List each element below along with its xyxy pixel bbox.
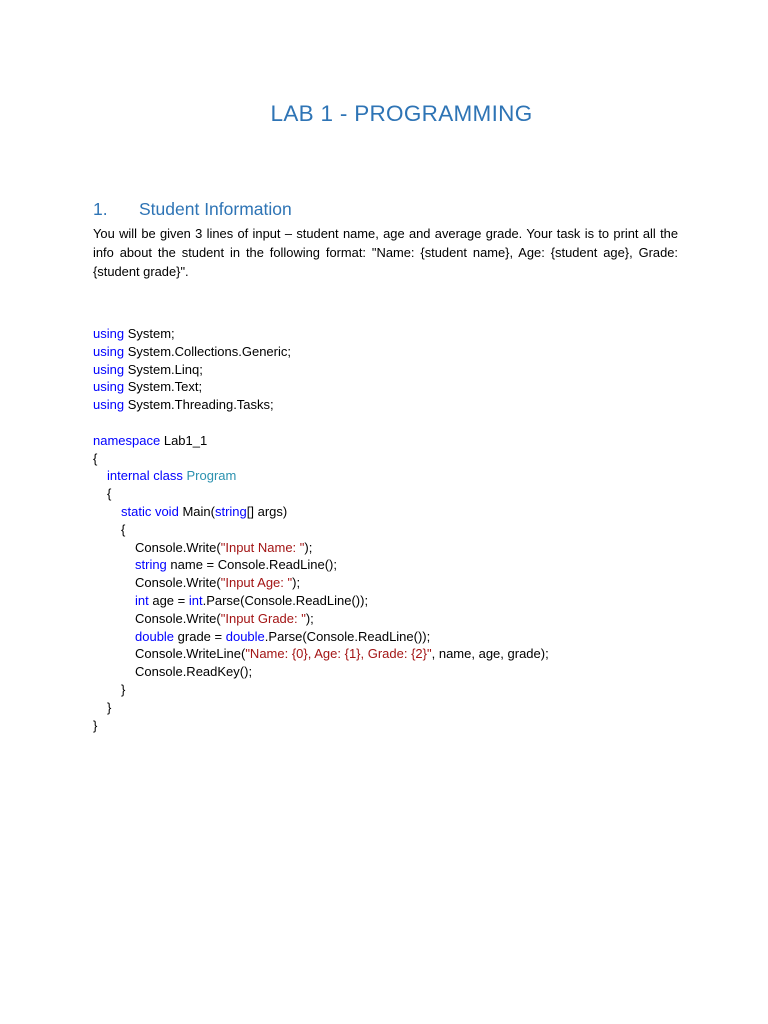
code-type: Program — [186, 468, 237, 484]
code-string: "Input Name: " — [220, 539, 305, 555]
code-text: System.Linq; — [127, 361, 203, 377]
code-text: Console.Write( — [135, 610, 221, 626]
code-line — [93, 717, 549, 735]
code-line — [93, 681, 549, 699]
code-text: Console.ReadKey(); — [135, 664, 253, 680]
code-blank-line — [93, 414, 549, 432]
code-line — [93, 574, 549, 592]
code-text: { — [93, 450, 98, 466]
code-line — [93, 361, 549, 379]
code-text: Lab1_1 — [163, 432, 208, 448]
section-description: You will be given 3 lines of input – student name, age and average grade. Your task is to print all the info about the student in the following format: "Name: {student name}, Age: {student age}, Grade: {student grade}". — [93, 226, 678, 279]
code-keyword: using — [93, 397, 125, 413]
code-text: System.Collections.Generic; — [127, 343, 291, 359]
code-text: } — [93, 717, 98, 733]
code-line — [93, 539, 549, 557]
code-line — [93, 378, 549, 396]
code-keyword: int — [188, 592, 203, 608]
code-line — [93, 343, 549, 361]
code-text: ); — [304, 539, 313, 555]
code-line — [93, 503, 549, 521]
code-line — [93, 699, 549, 717]
code-string: "Input Grade: " — [220, 610, 306, 626]
code-text: } — [121, 681, 126, 697]
code-text: { — [107, 486, 112, 502]
code-keyword: double — [135, 628, 175, 644]
code-text: .Parse(Console.ReadLine()); — [264, 628, 431, 644]
code-text: [] args) — [246, 503, 288, 519]
code-keyword: using — [93, 343, 125, 359]
code-text: ); — [305, 610, 314, 626]
code-text: Console.WriteLine( — [135, 646, 246, 662]
code-keyword: using — [93, 326, 125, 341]
code-line — [93, 396, 549, 414]
code-keyword: string — [135, 557, 167, 573]
code-string: "Input Age: " — [220, 575, 293, 591]
code-text: } — [107, 699, 112, 715]
code-text: .Parse(Console.ReadLine()); — [202, 592, 369, 608]
code-line — [93, 450, 549, 468]
code-line — [93, 610, 549, 628]
code-text: System; — [127, 326, 175, 341]
code-keyword: using — [93, 379, 125, 395]
code-keyword: string — [214, 503, 247, 519]
code-line — [93, 467, 549, 485]
code-text: System.Threading.Tasks; — [127, 397, 274, 413]
code-keyword: using — [93, 361, 125, 377]
code-text: age = — [148, 592, 189, 608]
code-text: Main( — [182, 503, 215, 519]
code-text: name = Console.ReadLine(); — [166, 557, 337, 573]
code-line — [93, 485, 549, 503]
code-line — [93, 432, 549, 450]
code-string: "Name: {0}, Age: {1}, Grade: {2}" — [245, 646, 432, 662]
code-keyword: internal class — [107, 468, 183, 484]
code-line — [93, 663, 549, 681]
code-line — [93, 556, 549, 574]
section-number: 1. — [93, 199, 108, 219]
code-keyword: namespace — [93, 432, 161, 448]
code-line — [93, 592, 549, 610]
code-text: System.Text; — [127, 379, 203, 395]
code-text: Console.Write( — [135, 575, 221, 591]
code-keyword: double — [225, 628, 265, 644]
code-line — [93, 645, 549, 663]
code-keyword: int — [135, 592, 149, 608]
code-text: Console.Write( — [135, 539, 221, 555]
code-line — [93, 628, 549, 646]
code-text: ); — [292, 575, 301, 591]
code-line — [93, 521, 549, 539]
code-text: grade = — [174, 628, 226, 644]
code-text: , name, age, grade); — [431, 646, 549, 662]
code-line — [93, 325, 549, 343]
document-title: LAB 1 - PROGRAMMING — [270, 101, 533, 126]
code-text: { — [121, 521, 126, 537]
section-heading — [93, 199, 292, 220]
code-block — [93, 325, 549, 734]
section-title: Student Information — [139, 199, 292, 219]
code-keyword: static void — [121, 503, 179, 519]
